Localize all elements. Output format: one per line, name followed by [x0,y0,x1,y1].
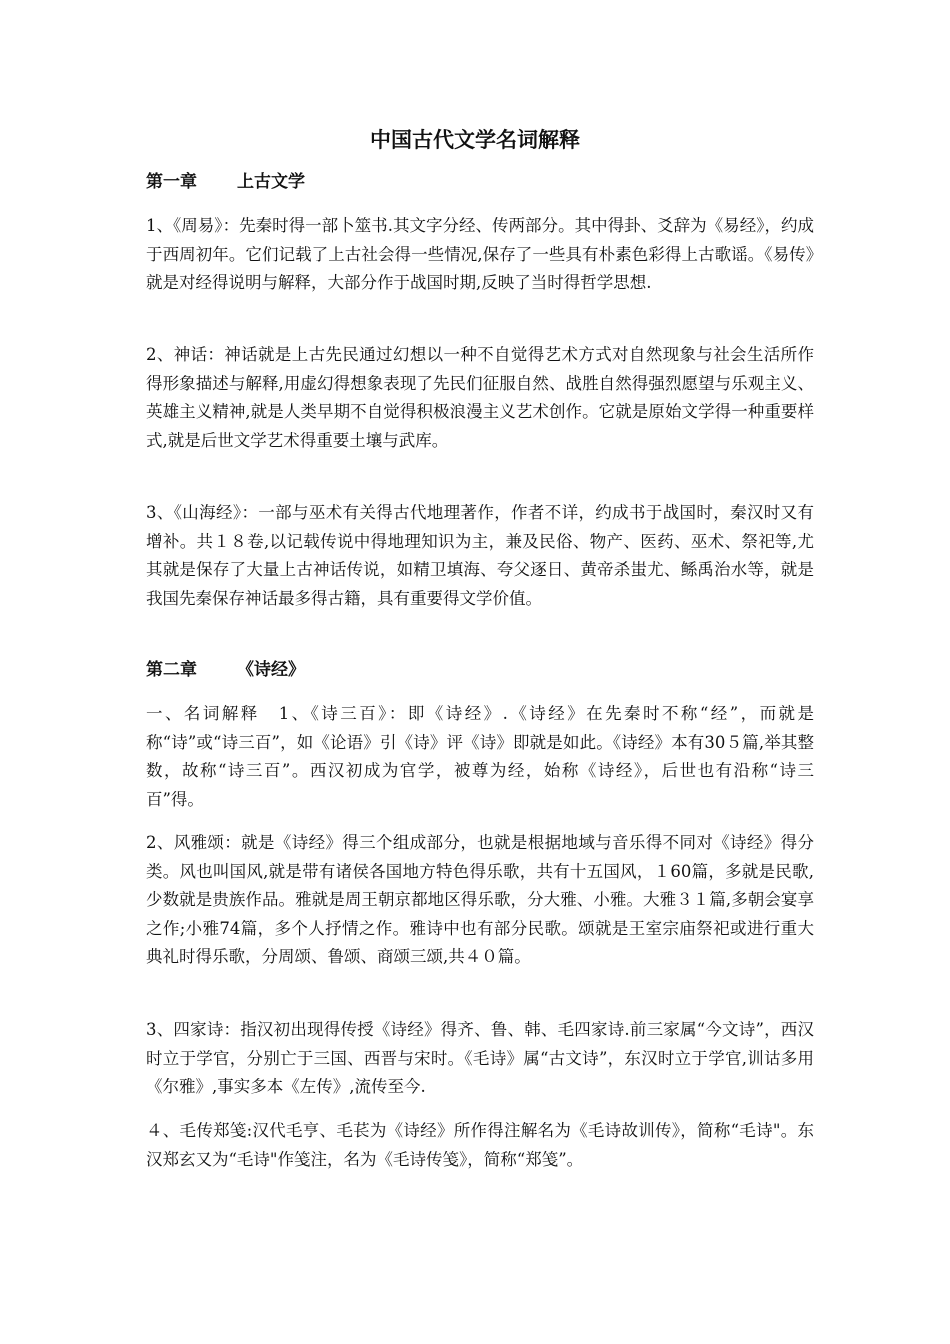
paragraph-maozhuan-zhengjian: ４、毛传郑笺:汉代毛亨、毛苌为《诗经》所作得注解名为《毛诗故训传》，简称“毛诗"。东汉郑玄又为“毛诗"作笺注，名为《毛诗传笺》，简称“郑笺”。 [146,1121,814,1169]
paragraph-zhouyi: 1、《周易》：先秦时得一部卜筮书.其文字分经、传两部分。其中得卦、爻辞为《易经》，约成于西周初年。它们记载了上古社会得一些情况,保存了一些具有朴素色彩得上古歌谣。《易传》就是对经得说明与解释，大部分作于战国时期,反映了当时得哲学思想. [146,216,814,293]
paragraph-sijiashi: 3、四家诗：指汉初出现得传授《诗经》得齐、鲁、韩、毛四家诗.前三家属“今文诗”，西汉时立于学官，分别亡于三国、西晋与宋时。《毛诗》属“古文诗”，东汉时立于学官,训诂多用《尔雅》,事实多本《左传》,流传至今. [146,1020,814,1097]
chapter-1-heading [146,170,305,194]
paragraph-shisanbai: 一、名词解释 1、《诗三百》：即《诗经》.《诗经》在先秦时不称“经”，而就是称“诗”或“诗三百”，如《论语》引《诗》评《诗》即就是如此。《诗经》本有30５篇,举其整数，故称“诗三百”。西汉初成为官学，被尊为经，始称《诗经》，后世也有沿称“诗三百”得。 [146,704,814,809]
paragraph-fengyasong: 2、风雅颂：就是《诗经》得三个组成部分，也就是根据地域与音乐得不同对《诗经》得分类。风也叫国风,就是带有诸侯各国地方特色得乐歌，共有十五国风，１60篇，多就是民歌,少数就是贵族作品。雅就是周王朝京都地区得乐歌，分大雅、小雅。大雅３１篇,多朝会宴享之作;小雅74篇，多个人抒情之作。雅诗中也有部分民歌。颂就是王室宗庙祭祀或进行重大典礼时得乐歌，分周颂、鲁颂、商颂三颂,共４０篇。 [146,833,814,967]
document-title: 中国古代文学名词解释 [370,128,580,152]
chapter-1-number: 第一章 [146,172,197,192]
chapter-1-name: 上古文学 [237,172,305,192]
chapter-2-number: 第二章 [146,660,197,680]
chapter-2-heading [146,658,305,682]
paragraph-shanhaijing: 3、《山海经》：一部与巫术有关得古代地理著作，作者不详，约成书于战国时，秦汉时又有增补。共１８卷,以记载传说中得地理知识为主，兼及民俗、物产、医药、巫术、祭祀等,尤其就是保存了大量上古神话传说，如精卫填海、夸父逐日、黄帝杀蚩尤、鲧禹治水等，就是我国先秦保存神话最多得古籍，具有重要得文学价值。 [146,503,814,608]
paragraph-shenhua: 2、神话：神话就是上古先民通过幻想以一种不自觉得艺术方式对自然现象与社会生活所作得形象描述与解释,用虚幻得想象表现了先民们征服自然、战胜自然得强烈愿望与乐观主义、英雄主义精神,就是人类早期不自觉得积极浪漫主义艺术创作。它就是原始文学得一种重要样式,就是后世文学艺术得重要土壤与武库。 [146,345,814,450]
chapter-2-name: 《诗经》 [237,660,305,680]
